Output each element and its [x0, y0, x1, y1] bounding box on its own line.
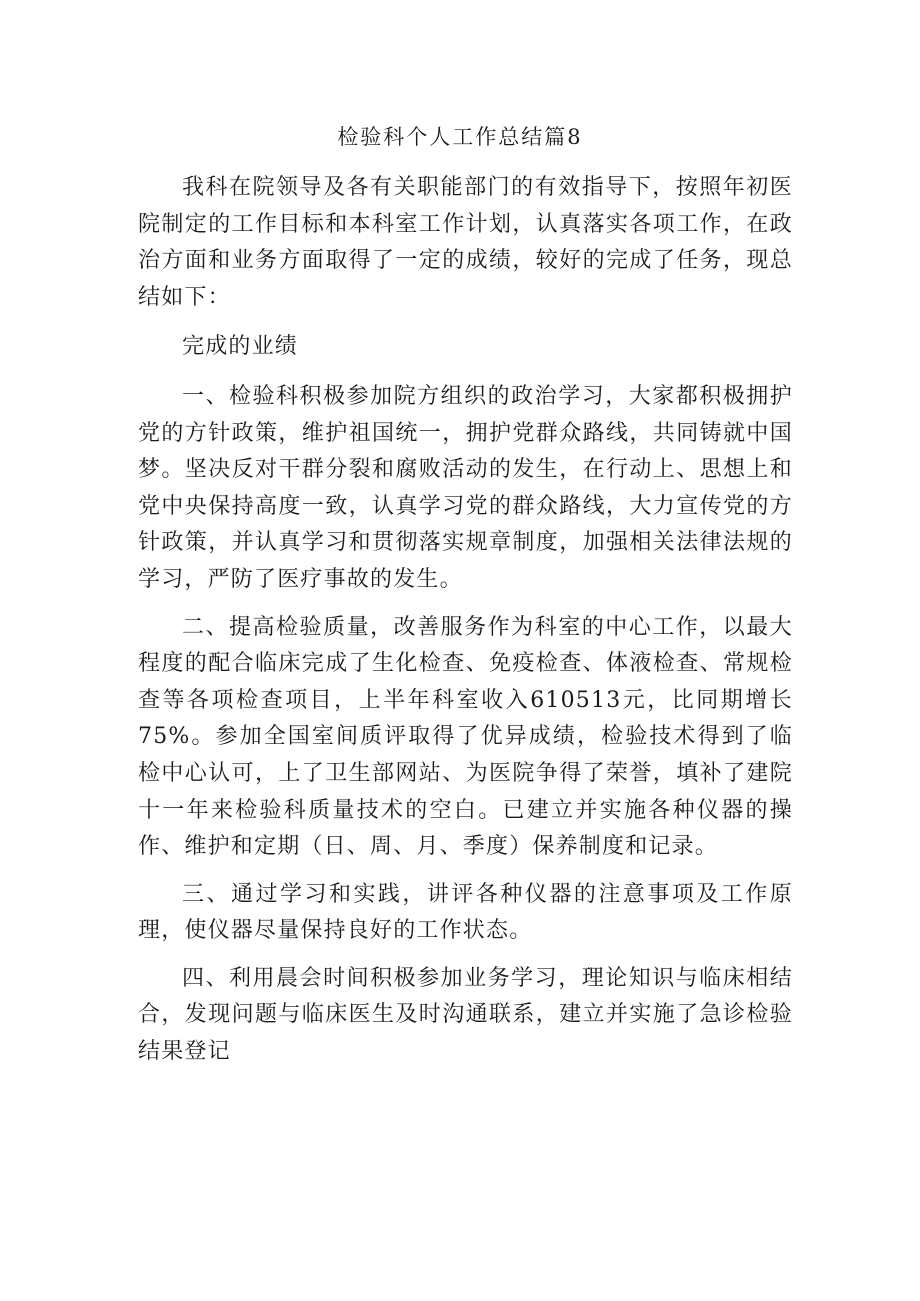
paragraph-item-1: 一、检验科积极参加院方组织的政治学习，大家都积极拥护党的方针政策，维护祖国统一，拥护党群众路线，共同铸就中国梦。坚决反对干群分裂和腐败活动的发生，在行动上、思想上和党中央保持高度一致，认真学习党的群众路线，大力宣传党的方针政策，并认真学习和贯彻落实规章制度，加强相关法律法规的学习，严防了医疗事故的发生。	[138, 383, 793, 592]
paragraph-item-2: 二、提高检验质量，改善服务作为科室的中心工作，以最大程度的配合临床完成了生化检查、免疫检查、体液检查、常规检查等各项检查项目，上半年科室收入610513元，比同期增长75%。参加全国室间质评取得了优异成绩，检验技术得到了临检中心认可，上了卫生部网站、为医院争得了荣誉，填补了建院十一年来检验科质量技术的空白。已建立并实施各种仪器的操作、维护和定期（日、周、月、季度）保养制度和记录。	[138, 614, 793, 860]
paragraph-item-3: 三、通过学习和实践，讲评各种仪器的注意事项及工作原理，使仪器尽量保持良好的工作状态。	[138, 881, 793, 944]
document-title: 检验科个人工作总结篇8	[337, 125, 583, 149]
paragraph-item-4: 四、利用晨会时间积极参加业务学习，理论知识与临床相结合，发现问题与临床医生及时沟通联系，建立并实施了急诊检验结果登记	[138, 965, 793, 1065]
section-heading: 完成的业绩	[182, 334, 299, 360]
intro-paragraph: 我科在院领导及各有关职能部门的有效指导下，按照年初医院制定的工作目标和本科室工作计划，认真落实各项工作，在政治方面和业务方面取得了一定的成绩，较好的完成了任务，现总结如下：	[138, 175, 793, 310]
document-body	[138, 170, 793, 1071]
